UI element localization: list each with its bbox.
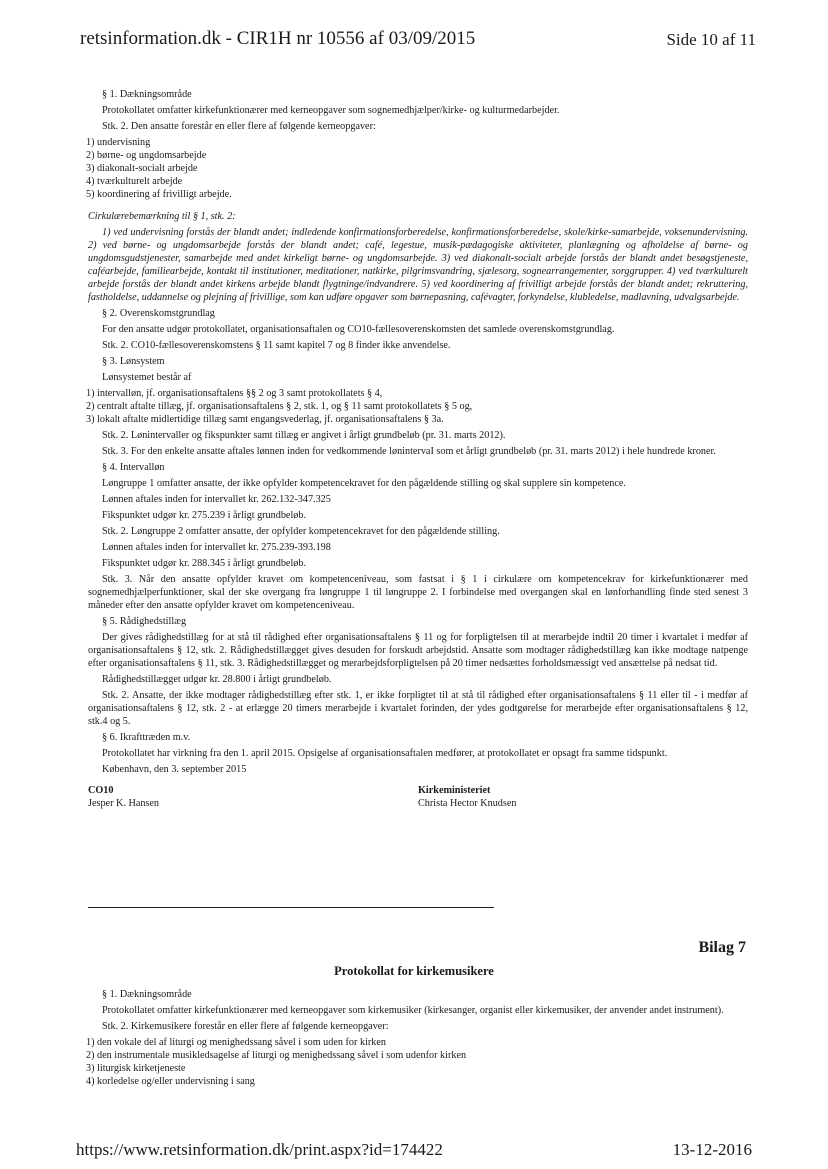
list-item: 3) liturgisk kirketjeneste xyxy=(86,1063,186,1074)
signing-place-date: København, den 3. september 2015 xyxy=(102,764,247,775)
section-5-heading: § 5. Rådighedstillæg xyxy=(102,616,187,627)
section-4-interval-1: Lønnen aftales inden for intervallet kr. 262.132-347.325 xyxy=(102,494,331,505)
section-2-heading: § 2. Overenskomstgrundlag xyxy=(102,308,215,319)
section-3-heading: § 3. Lønsystem xyxy=(102,356,165,367)
section-1-text: Protokollatet omfatter kirkefunktionærer med kerneopgaver som sognemedhjælper/kirke- og kulturmedarbejder. xyxy=(102,105,560,116)
section-4-fixpoint-1: Fikspunktet udgør kr. 275.239 i årligt grundbeløb. xyxy=(102,510,307,521)
circular-note-heading: Cirkulærebemærkning til § 1, stk. 2: xyxy=(88,211,236,222)
list-item: 3) lokalt aftalte midlertidige tillæg samt engangsvederlag, jf. organisationsaftalens § 3a. xyxy=(86,414,444,425)
list-item: 1) undervisning xyxy=(86,137,151,148)
list-item: 4) tværkulturelt arbejde xyxy=(86,176,183,187)
appendix-list xyxy=(86,1036,748,1088)
signatory-org-left: CO10 xyxy=(88,785,114,796)
footer-date: 13-12-2016 xyxy=(672,1140,752,1159)
appendix-section-1-text: Protokollatet omfatter kirkefunktionærer med kerneopgaver som kirkemusiker (kirkesanger, organist eller kirkemusiker, der anvender andet instrument). xyxy=(102,1005,724,1016)
list-item: 5) koordinering af frivilligt arbejde. xyxy=(86,189,232,200)
appendix-body xyxy=(88,988,748,1091)
list-item: 2) den instrumentale musikledsagelse af liturgi og menighedssang såvel i som udenfor kirken xyxy=(86,1050,467,1061)
signatory-name-left: Jesper K. Hansen xyxy=(88,798,160,809)
document-body xyxy=(88,88,748,832)
signatory-name-right: Christa Hector Knudsen xyxy=(418,798,517,809)
appendix-title: Protokollat for kirkemusikere xyxy=(334,964,494,978)
section-3-text: Lønsystemet består af xyxy=(102,372,192,383)
appendix-section-1-heading: § 1. Dækningsområde xyxy=(102,989,192,1000)
section-5-stk2: Stk. 2. Ansatte, der ikke modtager rådighedstillæg efter stk. 1, er ikke forpligtet til at stå til rådighed efter organisationsaftalens § 11 eller til - i medfør af organisationsaftalens § 12, stk. 2 - at erlægge 20 timers merarbejde i kvartalet forinden, der ydes godtgørelse for merarbejde efter organisationsaftalens § 12, stk.4 og 5. xyxy=(88,690,748,727)
section-5-amount: Rådighedstillægget udgør kr. 28.800 i årligt grundbeløb. xyxy=(102,674,332,685)
list-item: 1) intervalløn, jf. organisationsaftalens §§ 2 og 3 samt protokollatets § 4, xyxy=(86,388,383,399)
list-item: 2) børne- og ungdomsarbejde xyxy=(86,150,207,161)
list-item: 3) diakonalt-socialt arbejde xyxy=(86,163,198,174)
section-5-text: Der gives rådighedstillæg for at stå til rådighed efter organisationsaftalens § 11 og for forpligtelsen til at merarbejde indtil 20 timer i kvartalet i medfør af organisationsaftalens § 12, stk. 2. Rådighedstillægget gives desuden for forskudt arbejdstid. Ansatte som modtager rådighedstillæg kan ikke modtage natpenge efter organisationsaftalens § 11, stk. 3. Rådighedstillægget og merarbejdsforpligtelsen på 20 timer nedsættes forholdsmæssigt ved ansættelse på nedsat tid. xyxy=(88,632,748,669)
section-3-stk2: Stk. 2. Lønintervaller og fikspunkter samt tillæg er angivet i årligt grundbeløb (pr. 31. marts 2012). xyxy=(102,430,506,441)
section-1-heading: § 1. Dækningsområde xyxy=(102,89,192,100)
circular-note-text: 1) ved undervisning forstås der blandt andet; indledende konfirmationsforberedelse, konfirmationsforberedelse, skole/kirke-samarbejde, voksenundervisning. 2) ved børne- og ungdomsarbejde forstås der blandt andet; café, legestue, musik-pædagogiske aktiviteter, planlægning og afholdelse af børne- og ungdomsgudstjenester, samarbejde med andet kirkeligt børne- og ungdomsarbejde. 3) ved diakonalt-socialt arbejde forstås der blandt andet besøgstjeneste, caféarbejde, familiearbejde, kontakt til institutioner, meditationer, natkirke, pilgrimsvandring, sjælesorg, sognearrangementer, sorggrupper. 4) ved tværkulturelt arbejde forstås der blandt andet kirkens arbejde blandt flygtninge/indvandrere. 5) ved koordinering af frivilligt arbejde forstås der blandt andet; rekruttering, fastholdelse, uddannelse og plejning af frivillige, som kan udføre opgaver som børnepasning, cafévagter, forkyndelse, klubledelse, madlavning, udvalgsarbejde. xyxy=(88,227,748,303)
section-6-text: Protokollatet har virkning fra den 1. april 2015. Opsigelse af organisationsaftalen medfører, at protokollatet er opsagt fra samme tidspunkt. xyxy=(102,748,668,759)
list-item: 2) centralt aftalte tillæg, jf. organisationsaftalens § 2, stk. 1, og § 11 samt protokollatets § 5 og, xyxy=(86,401,473,412)
section-2-text: For den ansatte udgør protokollatet, organisationsaftalen og CO10-fællesoverenskomsten det samlede overenskomstgrundlag. xyxy=(102,324,615,335)
list-item: 4) korledelse og/eller undervisning i sang xyxy=(86,1076,255,1087)
section-4-stk2: Stk. 2. Løngruppe 2 omfatter ansatte, der opfylder kompetencekravet for den pågældende stilling. xyxy=(102,526,500,537)
list-item: 1) den vokale del af liturgi og menighedssang såvel i som uden for kirken xyxy=(86,1037,386,1048)
appendix-label: Bilag 7 xyxy=(698,939,746,956)
section-4-fixpoint-2: Fikspunktet udgør kr. 288.345 i årligt grundbeløb. xyxy=(102,558,307,569)
signature-block xyxy=(88,784,748,832)
section-4-stk3: Stk. 3. Når den ansatte opfylder kravet om kompetenceniveau, som fastsat i § 1 i cirkulære om kompetencekrav for kirkefunktionærer med sognemedhjælperfunktioner, skal der ske overgang fra løngruppe 1 til løngruppe 2. I forbindelse med overgangen skal en lønforhandling finde sted senest 3 måneder efter den ansatte opfylder kravet om kompetenceniveau. xyxy=(88,574,748,611)
section-6-heading: § 6. Ikrafttræden m.v. xyxy=(102,732,191,743)
appendix-section-1-stk2: Stk. 2. Kirkemusikere forestår en eller flere af følgende kerneopgaver: xyxy=(102,1021,389,1032)
section-3-stk3: Stk. 3. For den enkelte ansatte aftales lønnen inden for vedkommende lønintervaI som et årligt grundbeløb (pr. 31. marts 2012) i hele hundrede kroner. xyxy=(102,446,716,457)
section-4-heading: § 4. Intervalløn xyxy=(102,462,165,473)
page-number: Side 10 af 11 xyxy=(666,30,756,49)
section-1-stk2: Stk. 2. Den ansatte forestår en eller flere af følgende kerneopgaver: xyxy=(102,121,376,132)
section-2-stk2: Stk. 2. CO10-fællesoverenskomstens § 11 samt kapitel 7 og 8 finder ikke anvendelse. xyxy=(102,340,451,351)
section-3-list xyxy=(86,387,748,426)
signatory-org-right: Kirkeministeriet xyxy=(418,785,491,796)
section-4-interval-2: Lønnen aftales inden for intervallet kr. 275.239-393.198 xyxy=(102,542,331,553)
section-1-list xyxy=(86,136,748,201)
document-source-title: retsinformation.dk - CIR1H nr 10556 af 03/09/2015 xyxy=(80,28,476,49)
section-4-text: Løngruppe 1 omfatter ansatte, der ikke opfylder kompetencekravet for den pågældende stilling og skal supplere sin kompetence. xyxy=(102,478,626,489)
divider xyxy=(88,907,494,908)
footer-url: https://www.retsinformation.dk/print.aspx?id=174422 xyxy=(76,1140,443,1159)
